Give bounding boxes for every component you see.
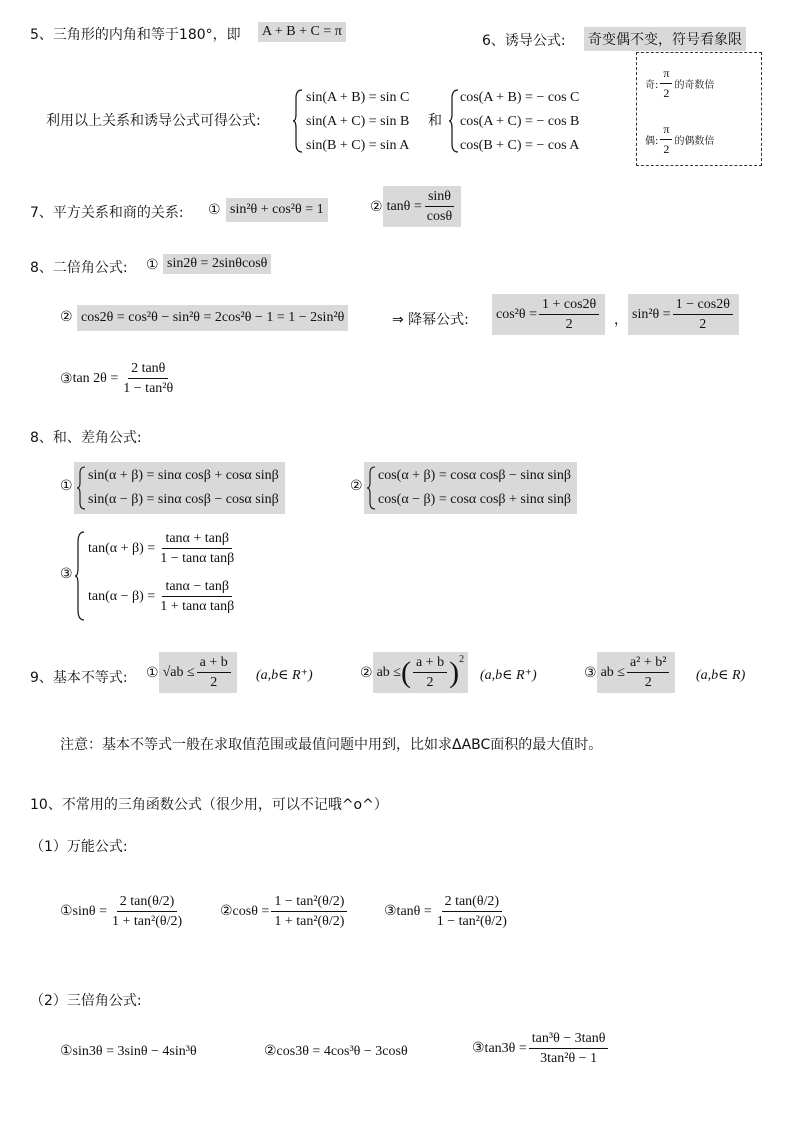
s5-and: 和	[428, 113, 442, 129]
s8a-f3-den: 2	[565, 317, 573, 332]
s5-derive-label: 利用以上关系和诱导公式可得公式:	[46, 113, 261, 129]
s10-u3-num: 2 tan(θ/2)	[442, 893, 503, 912]
s6-title: 6、诱导公式:	[482, 33, 566, 49]
s9-f1-num: a + b	[197, 654, 231, 673]
s9-ineq3	[584, 652, 675, 693]
s8b-title: 8、和、差角公式:	[30, 430, 142, 446]
left-brace-icon	[366, 466, 376, 510]
s9-cond2: (a,b∈ R⁺)	[480, 668, 537, 683]
s8b-t1-den: 1 − tanα tanβ	[160, 551, 235, 566]
s8a-f5-frac	[120, 360, 176, 397]
s9-f2-left: ab ≤	[376, 664, 401, 680]
s7-mark1: ①	[208, 202, 221, 218]
s8b-t2-left: tan(α − β) =	[88, 588, 156, 604]
s9-f3	[597, 652, 676, 693]
s8a-mark1: ①	[146, 257, 159, 273]
s9-f3-frac	[627, 654, 670, 691]
s8b-g1-line2: sin(α − β) = sinα cosβ − cosα sinβ	[88, 492, 279, 507]
s6-even-den: 2	[663, 142, 670, 156]
s8b-mark3: ③	[60, 566, 73, 582]
s8a-f5-den: 1 − tan²θ	[123, 381, 174, 396]
s9-f3-den: 2	[644, 675, 652, 690]
s8a-f4-den: 2	[699, 317, 707, 332]
s8a-formula4	[628, 294, 739, 335]
s5-g2-line1: cos(A + B) = − cos C	[460, 90, 580, 105]
s10-sub1: （1）万能公式:	[30, 839, 128, 855]
s5-g2-line2: cos(A + C) = − cos B	[460, 114, 580, 129]
s9-ineq2	[360, 652, 468, 693]
s10-u1-den: 1 + tan²(θ/2)	[112, 914, 183, 929]
s5-g2-line3: cos(B + C) = − cos A	[460, 138, 580, 153]
s8b-g2-line2: cos(α − β) = cosα cosβ + sinα sinβ	[378, 492, 572, 507]
s6-odd-num: π	[660, 65, 672, 84]
s9-cond3: (a,b∈ R)	[696, 668, 746, 683]
s6-odd-label: 奇:	[645, 80, 659, 91]
s8b-t1-frac	[157, 530, 237, 567]
s9-f3-left: ab ≤	[600, 664, 625, 680]
s8a-f4-num: 1 − cos2θ	[673, 296, 733, 315]
s6-even-text: 的偶数倍	[674, 136, 715, 147]
s8b-group1	[74, 462, 285, 514]
s8b-tan-plus	[88, 530, 239, 567]
s8a-f5-num: 2 tanθ	[128, 360, 168, 379]
s8b-group2	[364, 462, 577, 514]
s10-u1-label: ①sinθ =	[60, 904, 107, 919]
s5-g1-line1: sin(A + B) = sin C	[306, 90, 410, 105]
s6-odd-row	[645, 65, 714, 102]
s9-note: 注意：基本不等式一般在求取值范围或最值问题中用到，比如求ΔABC面积的最大值时。	[60, 737, 603, 753]
s8a-f3-left: cos²θ =	[496, 306, 537, 322]
s7-f2-num: sinθ	[425, 188, 454, 207]
s5-g1-line2: sin(A + C) = sin B	[306, 114, 410, 129]
s8b-mark2: ②	[350, 478, 363, 494]
s8a-formula3	[492, 294, 605, 335]
s8a-f5-left: tan 2θ =	[72, 370, 119, 386]
s8a-f3-num: 1 + cos2θ	[539, 296, 599, 315]
s6-odd-frac	[660, 65, 672, 102]
s10-universal-tan	[384, 893, 512, 930]
s10-u2-frac	[271, 893, 347, 930]
s8a-title: 8、二倍角公式:	[30, 260, 128, 276]
left-paren-icon: (	[400, 655, 411, 689]
s9-cond1: (a,b∈ R⁺)	[256, 668, 313, 683]
s10-t3-label: ③tan3θ =	[472, 1041, 527, 1056]
s10-u3-label: ③tanθ =	[384, 904, 432, 919]
s5-group2	[460, 86, 579, 158]
s8b-t2-num: tanα − tanβ	[162, 578, 232, 597]
left-brace-icon	[74, 530, 86, 622]
s8b-t2-den: 1 + tanα tanβ	[160, 599, 235, 614]
s9-f2-den: 2	[426, 675, 434, 690]
s9-f1-den: 2	[210, 675, 218, 690]
left-brace-icon	[448, 88, 460, 154]
s10-universal-cos	[220, 893, 349, 930]
s8b-g2-line1: cos(α + β) = cosα cosβ − sinα sinβ	[378, 468, 572, 483]
s10-u2-num: 1 − tan²(θ/2)	[271, 893, 347, 912]
s10-u1-num: 2 tan(θ/2)	[117, 893, 178, 912]
s9-title: 9、基本不等式:	[30, 670, 128, 686]
s6-rule: 奇变偶不变，符号看象限	[584, 27, 746, 51]
s5-formula: A + B + C = π	[258, 22, 346, 42]
s10-u1-frac	[109, 893, 185, 930]
s9-f3-num: a² + b²	[627, 654, 670, 673]
s7-f2-left: tanθ =	[386, 198, 422, 214]
s5-g1-line3: sin(B + C) = sin A	[306, 138, 410, 153]
s9-f1	[159, 652, 237, 693]
s7-formula1: sin²θ + cos²θ = 1	[226, 198, 328, 222]
s9-ineq1	[146, 652, 237, 693]
s5-title: 5、三角形的内角和等于180°，即	[30, 27, 241, 43]
s9-f2-num: a + b	[413, 654, 447, 673]
s10-u2-label: ②cosθ =	[220, 904, 270, 919]
s8b-t1-left: tan(α + β) =	[88, 540, 156, 556]
s8b-t1-num: tanα + tanβ	[162, 530, 232, 549]
s8a-formula1: sin2θ = 2sinθcosθ	[163, 254, 271, 274]
s10-universal-sin	[60, 893, 187, 930]
s8a-formula5	[60, 360, 178, 397]
s10-sub2: （2）三倍角公式:	[30, 993, 142, 1009]
s8b-t2-frac	[157, 578, 237, 615]
s9-mark2: ②	[360, 664, 373, 681]
s8a-mark3: ③	[60, 370, 73, 387]
s7-mark2: ②	[370, 198, 383, 215]
s6-hint-box	[636, 52, 762, 166]
s9-f2	[373, 652, 469, 693]
s9-mark1: ①	[146, 664, 159, 681]
s10-u3-den: 1 − tan²(θ/2)	[436, 914, 507, 929]
s7-title: 7、平方关系和商的关系:	[30, 205, 184, 221]
s8a-f4-frac	[673, 296, 733, 333]
s10-t3-frac	[529, 1030, 609, 1067]
left-brace-icon	[292, 88, 304, 154]
s8a-f3-frac	[539, 296, 599, 333]
s6-even-frac	[660, 121, 672, 158]
s7-f2-frac	[424, 188, 455, 225]
s10-t3-den: 3tan²θ − 1	[540, 1051, 598, 1066]
s8b-g1-line1: sin(α + β) = sinα cosβ + cosα sinβ	[88, 468, 279, 483]
s10-triple-tan	[472, 1030, 610, 1067]
right-paren-icon: )	[449, 655, 460, 689]
s6-even-row	[645, 121, 714, 158]
s8a-mark2: ②	[60, 309, 73, 325]
s5-group1	[306, 86, 409, 158]
s8b-mark1: ①	[60, 478, 73, 494]
s7-f2-den: cosθ	[426, 209, 453, 224]
s6-even-num: π	[660, 121, 672, 140]
s9-f1-frac	[197, 654, 231, 691]
s10-u2-den: 1 + tan²(θ/2)	[274, 914, 345, 929]
s9-mark3: ③	[584, 664, 597, 681]
s10-title: 10、不常用的三角函数公式（很少用，可以不记哦^o^）	[30, 797, 388, 813]
s8b-tan-minus	[88, 578, 239, 615]
s6-odd-text: 的奇数倍	[674, 80, 715, 91]
s9-f2-frac	[413, 654, 447, 691]
s7-formula2-row	[370, 186, 461, 227]
left-brace-icon	[76, 466, 86, 510]
s6-odd-den: 2	[663, 86, 670, 100]
s10-triple-cos: ②cos3θ = 4cos³θ − 3cosθ	[264, 1044, 408, 1059]
s9-f2-exp: 2	[459, 654, 465, 665]
s10-triple-sin: ①sin3θ = 3sinθ − 4sin³θ	[60, 1044, 197, 1059]
s7-formula2	[383, 186, 462, 227]
s10-u3-frac	[434, 893, 510, 930]
s8a-comma: ，	[614, 312, 628, 328]
s8a-arrow-label: ⇒ 降幂公式:	[392, 312, 469, 328]
s9-f1-left: √ab ≤	[162, 664, 195, 680]
s8a-f4-left: sin²θ =	[632, 306, 671, 322]
s8a-formula2: cos2θ = cos²θ − sin²θ = 2cos²θ − 1 = 1 − 2sin²θ	[77, 305, 348, 331]
s6-even-label: 偶:	[645, 136, 659, 147]
s10-t3-num: tan³θ − 3tanθ	[529, 1030, 609, 1049]
